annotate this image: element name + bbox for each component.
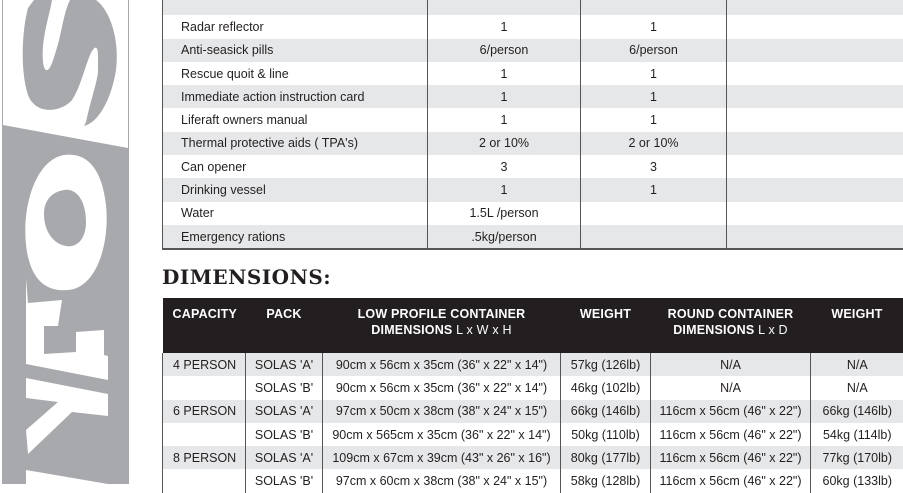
solas-b-value: 1 [581,85,727,108]
table-header-row [163,298,903,353]
empty-cell [727,39,903,62]
solas-b-value: 6/person [581,39,727,62]
round-cell: 116cm x 56cm (46" x 22") [651,469,811,492]
solas-a-value: 3 [428,155,581,178]
round-cell: 116cm x 56cm (46" x 22") [651,400,811,423]
low-profile-title: LOW PROFILE CONTAINER [324,306,560,322]
table-row [163,400,903,423]
equipment-table [162,0,903,250]
solas-b-value: 1 [581,15,727,38]
item-name [163,0,428,15]
item-name: Immediate action instruction card [163,85,428,108]
table-row [163,178,903,201]
low-profile-sub-units: L x W x H [456,323,512,337]
item-name: Thermal protective aids ( TPA's) [163,132,428,155]
weight-cell: 50kg (110lb) [561,423,651,446]
round-title: ROUND CONTAINER [652,306,810,322]
table-row [163,62,903,85]
round-subtitle [652,322,810,338]
round-weight-cell: N/A [811,376,903,399]
infos-side-logo [0,0,130,484]
table-row [163,353,903,376]
solas-b-value: 1 [581,178,727,201]
table-row [163,202,903,225]
empty-cell [727,62,903,85]
low-profile-cell: 97cm x 50cm x 38cm (38" x 24" x 15") [323,400,561,423]
solas-a-value: 1 [428,178,581,201]
item-name: Can opener [163,155,428,178]
dimensions-table [162,298,903,493]
capacity-cell [163,423,246,446]
item-name: Drinking vessel [163,178,428,201]
weight-cell: 80kg (177lb) [561,446,651,469]
item-name: Radar reflector [163,15,428,38]
table-row [163,469,903,492]
solas-b-value: 3 [581,155,727,178]
capacity-cell: 6 PERSON [163,400,246,423]
round-weight-cell: 77kg (170lb) [811,446,903,469]
table-row [163,108,903,131]
weight-cell: 57kg (126lb) [561,353,651,376]
dimensions-heading: DIMENSIONS: [162,265,331,289]
empty-cell [727,178,903,201]
item-name: Anti-seasick pills [163,39,428,62]
table-row [163,15,903,38]
solas-b-value: 1 [581,108,727,131]
table-row [163,85,903,108]
table-row [163,423,903,446]
solas-a-value: 1.5L /person [428,202,581,225]
col-header-capacity: CAPACITY [163,298,246,353]
col-header-weight: WEIGHT [561,298,651,353]
solas-a-value: 1 [428,62,581,85]
low-profile-sub-bold: DIMENSIONS [371,323,452,337]
col-header-pack: PACK [246,298,323,353]
round-weight-cell: 54kg (114lb) [811,423,903,446]
low-profile-cell: 90cm x 56cm x 35cm (36" x 22" x 14") [323,353,561,376]
item-name: Liferaft owners manual [163,108,428,131]
round-weight-cell: N/A [811,353,903,376]
low-profile-cell: 109cm x 67cm x 39cm (43" x 26" x 16") [323,446,561,469]
round-weight-cell: 66kg (146lb) [811,400,903,423]
weight-cell: 58kg (128lb) [561,469,651,492]
empty-cell [727,225,903,249]
empty-cell [727,108,903,131]
solas-b-value [581,202,727,225]
round-cell: N/A [651,376,811,399]
round-cell: 116cm x 56cm (46" x 22") [651,446,811,469]
weight-cell: 66kg (146lb) [561,400,651,423]
low-profile-cell: 90cm x 56cm x 35cm (36" x 22" x 14") [323,376,561,399]
table-row [163,0,903,15]
round-cell: 116cm x 56cm (46" x 22") [651,423,811,446]
table-row [163,155,903,178]
empty-cell [727,155,903,178]
solas-b-value [581,225,727,249]
table-row [163,225,903,249]
pack-cell: SOLAS 'B' [246,469,323,492]
pack-cell: SOLAS 'B' [246,376,323,399]
item-name: Emergency rations [163,225,428,249]
pack-cell: SOLAS 'A' [246,446,323,469]
empty-cell [727,132,903,155]
capacity-cell [163,469,246,492]
round-weight-cell: 60kg (133lb) [811,469,903,492]
table-row [163,376,903,399]
round-cell: N/A [651,353,811,376]
solas-a-value: 6/person [428,39,581,62]
item-name: Water [163,202,428,225]
round-sub-units: L x D [758,323,788,337]
capacity-cell: 4 PERSON [163,353,246,376]
capacity-cell [163,376,246,399]
capacity-cell: 8 PERSON [163,446,246,469]
solas-a-value: .5kg/person [428,225,581,249]
solas-a-value: 1 [428,108,581,131]
weight-cell: 46kg (102lb) [561,376,651,399]
solas-a-value: 1 [428,15,581,38]
solas-b-value: 1 [581,62,727,85]
empty-cell [727,15,903,38]
pack-cell: SOLAS 'A' [246,400,323,423]
pack-cell: SOLAS 'B' [246,423,323,446]
solas-b-value: 2 or 10% [581,132,727,155]
col-header-round [651,298,811,353]
empty-cell [727,0,903,15]
solas-b-value [581,0,727,15]
table-row [163,446,903,469]
infos-logo-graphic [0,0,130,484]
empty-cell [727,85,903,108]
table-row [163,39,903,62]
solas-a-value: 2 or 10% [428,132,581,155]
col-header-weight-round: WEIGHT [811,298,903,353]
low-profile-subtitle [324,322,560,338]
solas-a-value: 1 [428,85,581,108]
solas-a-value [428,0,581,15]
item-name: Rescue quoit & line [163,62,428,85]
table-row [163,132,903,155]
pack-cell: SOLAS 'A' [246,353,323,376]
round-sub-bold: DIMENSIONS [673,323,754,337]
low-profile-cell: 90cm x 565cm x 35cm (36" x 22" x 14") [323,423,561,446]
empty-cell [727,202,903,225]
col-header-low-profile [323,298,561,353]
low-profile-cell: 97cm x 60cm x 38cm (38" x 24" x 15") [323,469,561,492]
